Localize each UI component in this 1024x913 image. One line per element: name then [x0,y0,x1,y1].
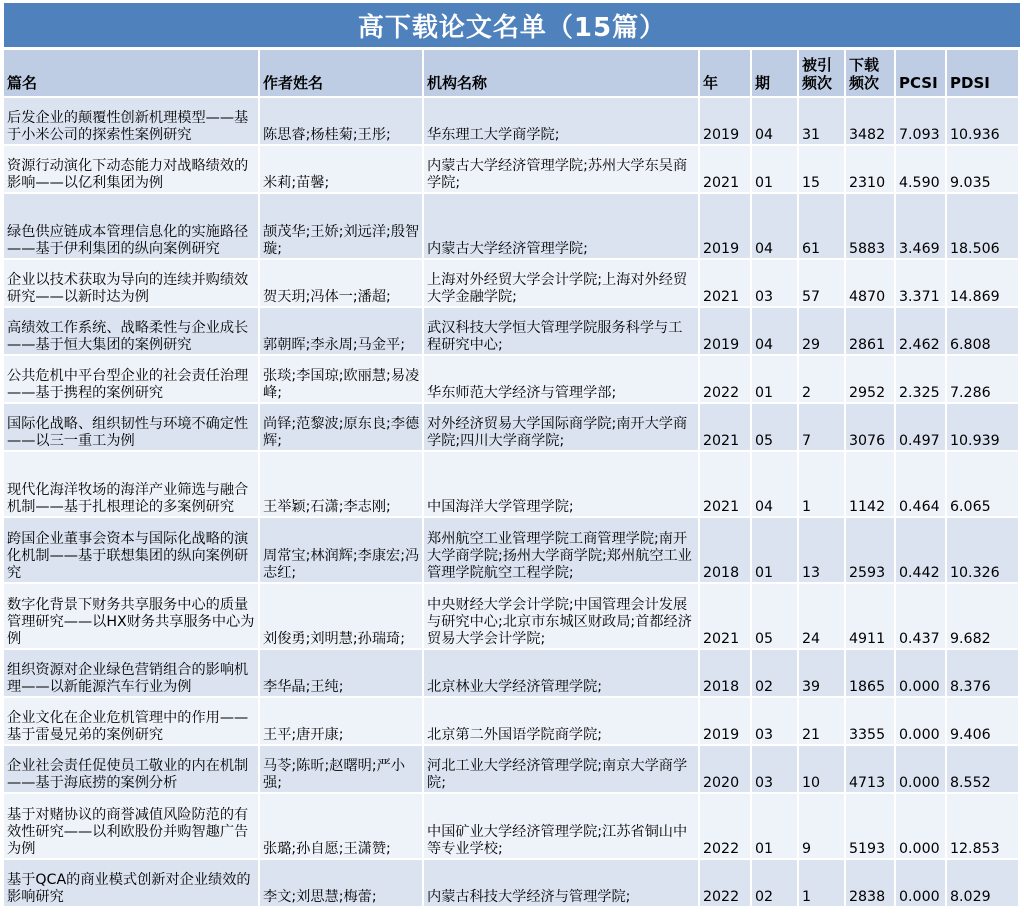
paper-cited: 13 [799,518,846,584]
paper-downloads: 4713 [846,746,896,794]
paper-cited: 1 [799,860,846,908]
paper-authors: 王平;唐开康; [260,698,424,746]
table-row [4,518,1020,584]
paper-institution: 上海对外经贸大学会计学院;上海对外经贸大学金融学院; [424,260,700,308]
paper-authors: 尚铎;范黎波;原东良;李德辉; [260,404,424,452]
paper-downloads: 5883 [846,194,896,260]
table-row [4,194,1020,260]
paper-year: 2022 [700,794,752,860]
paper-pcsi: 0.000 [896,746,947,794]
paper-title: 跨国企业董事会资本与国际化战略的演化机制——基于联想集团的纵向案例研究 [4,518,260,584]
header-pdsi: PDSI [947,50,1020,98]
paper-pcsi: 0.442 [896,518,947,584]
paper-year: 2022 [700,860,752,908]
paper-title: 基于对赌协议的商誉减值风险防范的有效性研究——以利欧股份并购智趣广告为例 [4,794,260,860]
paper-institution: 武汉科技大学恒大管理学院服务科学与工程研究中心; [424,308,700,356]
paper-institution: 华东师范大学经济与管理学部; [424,356,700,404]
table-row [4,698,1020,746]
paper-cited: 1 [799,452,846,518]
paper-cited: 61 [799,194,846,260]
paper-cited: 7 [799,404,846,452]
header-authors: 作者姓名 [260,50,424,98]
paper-issue: 01 [752,518,799,584]
paper-pdsi: 8.552 [947,746,1020,794]
paper-institution: 内蒙古科技大学经济与管理学院; [424,860,700,908]
paper-authors: 李文;刘思慧;梅蕾; [260,860,424,908]
table-row [4,452,1020,518]
paper-downloads: 1865 [846,650,896,698]
paper-issue: 01 [752,794,799,860]
table-row [4,146,1020,194]
table-row [4,794,1020,860]
paper-pcsi: 7.093 [896,98,947,146]
paper-title: 企业以技术获取为导向的连续并购绩效研究——以新时达为例 [4,260,260,308]
paper-pdsi: 12.853 [947,794,1020,860]
table-row [4,860,1020,908]
paper-downloads: 4911 [846,584,896,650]
paper-pdsi: 10.939 [947,404,1020,452]
paper-year: 2018 [700,518,752,584]
paper-institution: 华东理工大学商学院; [424,98,700,146]
paper-cited: 15 [799,146,846,194]
paper-year: 2021 [700,584,752,650]
paper-cited: 24 [799,584,846,650]
table-row [4,404,1020,452]
table-row [4,260,1020,308]
paper-pcsi: 2.325 [896,356,947,404]
paper-downloads: 1142 [846,452,896,518]
paper-authors: 贺天玥;冯体一;潘超; [260,260,424,308]
paper-title: 资源行动演化下动态能力对战略绩效的影响——以亿利集团为例 [4,146,260,194]
header-institution: 机构名称 [424,50,700,98]
paper-authors: 陈思睿;杨桂菊;王彤; [260,98,424,146]
paper-cited: 2 [799,356,846,404]
paper-pdsi: 6.808 [947,308,1020,356]
paper-year: 2021 [700,260,752,308]
paper-institution: 内蒙古大学经济管理学院;苏州大学东吴商学院; [424,146,700,194]
paper-authors: 周常宝;林润辉;李康宏;冯志红; [260,518,424,584]
table-row [4,584,1020,650]
paper-downloads: 3076 [846,404,896,452]
paper-downloads: 2310 [846,146,896,194]
paper-institution: 中国海洋大学管理学院; [424,452,700,518]
paper-cited: 57 [799,260,846,308]
paper-title: 企业社会责任促使员工敬业的内在机制——基于海底捞的案例分析 [4,746,260,794]
paper-authors: 刘俊勇;刘明慧;孙瑞琦; [260,584,424,650]
paper-pdsi: 9.406 [947,698,1020,746]
paper-downloads: 3482 [846,98,896,146]
paper-issue: 02 [752,650,799,698]
paper-title: 绿色供应链成本管理信息化的实施路径——基于伊利集团的纵向案例研究 [4,194,260,260]
paper-pdsi: 9.035 [947,146,1020,194]
paper-authors: 米莉;苗馨; [260,146,424,194]
paper-institution: 中国矿业大学经济管理学院;江苏省铜山中等专业学校; [424,794,700,860]
paper-pcsi: 0.437 [896,584,947,650]
paper-issue: 04 [752,452,799,518]
paper-issue: 04 [752,194,799,260]
paper-authors: 王举颖;石潇;李志刚; [260,452,424,518]
paper-issue: 03 [752,260,799,308]
paper-pdsi: 7.286 [947,356,1020,404]
paper-issue: 01 [752,146,799,194]
header-row [4,50,1020,98]
paper-pcsi: 0.000 [896,698,947,746]
paper-cited: 10 [799,746,846,794]
paper-year: 2022 [700,356,752,404]
paper-year: 2018 [700,650,752,698]
paper-issue: 03 [752,746,799,794]
paper-downloads: 2952 [846,356,896,404]
paper-authors: 张璐;孙自愿;王潇赞; [260,794,424,860]
table-row [4,650,1020,698]
paper-authors: 郭朝晖;李永周;马金平; [260,308,424,356]
paper-institution: 河北工业大学经济管理学院;南京大学商学院; [424,746,700,794]
paper-downloads: 4870 [846,260,896,308]
table-row [4,356,1020,404]
paper-issue: 05 [752,404,799,452]
paper-year: 2021 [700,452,752,518]
paper-cited: 31 [799,98,846,146]
paper-cited: 29 [799,308,846,356]
paper-pdsi: 10.326 [947,518,1020,584]
paper-pcsi: 0.497 [896,404,947,452]
table-row [4,98,1020,146]
paper-issue: 01 [752,356,799,404]
paper-pcsi: 0.464 [896,452,947,518]
paper-institution: 郑州航空工业管理学院工商管理学院;南开大学商学院;扬州大学商学院;郑州航空工业管理学院航空工程学院; [424,518,700,584]
header-downloads: 下载频次 [846,50,896,98]
paper-pdsi: 10.936 [947,98,1020,146]
paper-title: 数字化背景下财务共享服务中心的质量管理研究——以HX财务共享服务中心为例 [4,584,260,650]
paper-issue: 04 [752,98,799,146]
paper-downloads: 2593 [846,518,896,584]
paper-pcsi: 0.000 [896,860,947,908]
paper-institution: 北京林业大学经济管理学院; [424,650,700,698]
paper-pdsi: 8.029 [947,860,1020,908]
paper-pdsi: 14.869 [947,260,1020,308]
paper-institution: 内蒙古大学经济管理学院; [424,194,700,260]
paper-cited: 9 [799,794,846,860]
paper-pcsi: 2.462 [896,308,947,356]
paper-title: 现代化海洋牧场的海洋产业筛选与融合机制——基于扎根理论的多案例研究 [4,452,260,518]
paper-issue: 03 [752,698,799,746]
paper-pcsi: 4.590 [896,146,947,194]
paper-institution: 北京第二外国语学院商学院; [424,698,700,746]
paper-year: 2020 [700,746,752,794]
paper-year: 2019 [700,308,752,356]
paper-issue: 05 [752,584,799,650]
paper-pcsi: 3.371 [896,260,947,308]
paper-year: 2021 [700,404,752,452]
paper-year: 2019 [700,98,752,146]
paper-year: 2019 [700,194,752,260]
paper-institution: 对外经济贸易大学国际商学院;南开大学商学院;四川大学商学院; [424,404,700,452]
paper-title: 基于QCA的商业模式创新对企业绩效的影响研究 [4,860,260,908]
paper-downloads: 2861 [846,308,896,356]
paper-pcsi: 3.469 [896,194,947,260]
paper-title: 企业文化在企业危机管理中的作用——基于雷曼兄弟的案例研究 [4,698,260,746]
paper-title: 后发企业的颠覆性创新机理模型——基于小米公司的探索性案例研究 [4,98,260,146]
paper-issue: 02 [752,860,799,908]
header-title: 篇名 [4,50,260,98]
paper-pcsi: 0.000 [896,794,947,860]
paper-downloads: 2838 [846,860,896,908]
paper-cited: 21 [799,698,846,746]
paper-pdsi: 6.065 [947,452,1020,518]
paper-pcsi: 0.000 [896,650,947,698]
table-row [4,308,1020,356]
paper-year: 2019 [700,698,752,746]
table-row [4,746,1020,794]
paper-title: 组织资源对企业绿色营销组合的影响机理——以新能源汽车行业为例 [4,650,260,698]
page-title: 高下载论文名单（15篇） [4,3,1020,47]
paper-pdsi: 9.682 [947,584,1020,650]
paper-authors: 马苓;陈昕;赵曙明;严小强; [260,746,424,794]
paper-institution: 中央财经大学会计学院;中国管理会计发展与研究中心;北京市东城区财政局;首都经济贸易大学会计学院; [424,584,700,650]
header-pcsi: PCSI [896,50,947,98]
paper-authors: 李华晶;王纯; [260,650,424,698]
paper-title: 公共危机中平台型企业的社会责任治理——基于携程的案例研究 [4,356,260,404]
header-issue: 期 [752,50,799,98]
paper-authors: 张琰;李国琼;欧丽慧;易凌峰; [260,356,424,404]
paper-issue: 04 [752,308,799,356]
paper-downloads: 5193 [846,794,896,860]
header-cited: 被引频次 [799,50,846,98]
paper-cited: 39 [799,650,846,698]
paper-year: 2021 [700,146,752,194]
paper-title: 国际化战略、组织韧性与环境不确定性——以三一重工为例 [4,404,260,452]
paper-pdsi: 18.506 [947,194,1020,260]
paper-downloads: 3355 [846,698,896,746]
header-year: 年 [700,50,752,98]
paper-table [4,50,1020,908]
paper-title: 高绩效工作系统、战略柔性与企业成长——基于恒大集团的案例研究 [4,308,260,356]
paper-authors: 颉茂华;王娇;刘远洋;殷智璇; [260,194,424,260]
paper-pdsi: 8.376 [947,650,1020,698]
